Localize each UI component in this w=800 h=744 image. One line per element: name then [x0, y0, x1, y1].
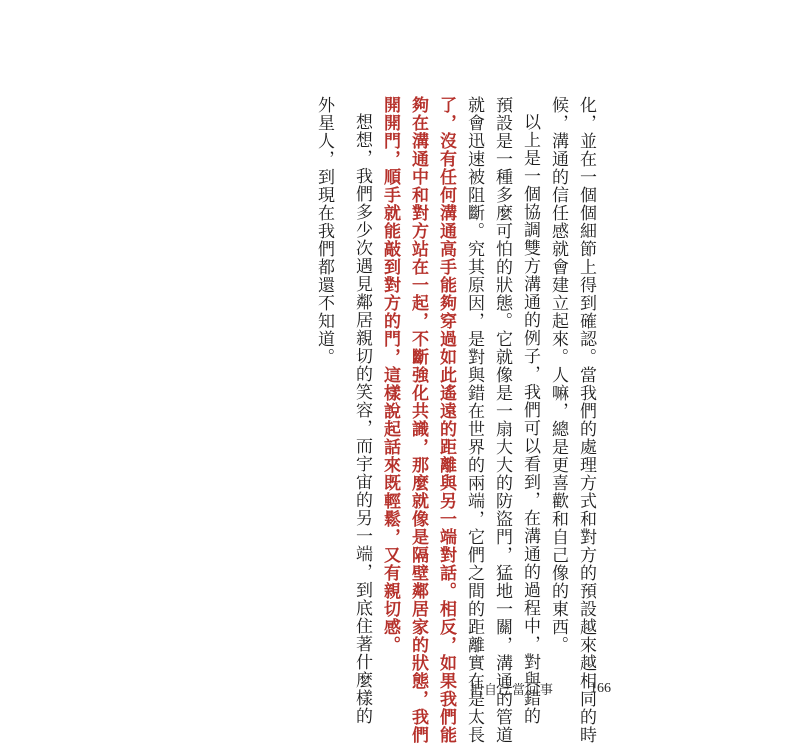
page-footer: [470, 679, 611, 698]
highlighted-column-2: 夠在溝通中和對方站在一起，不斷強化共識，那麼就像是隔壁鄰居家的狀態，我們: [408, 96, 428, 744]
text-column-4: 預設是一種多麼可怕的狀態。它就像是一扇大大的防盜門，猛地一關，溝通的管道: [492, 96, 512, 744]
highlighted-column-3: 開開門，順手就能敲到對方的門，這樣說起話來既輕鬆，又有親切感。: [380, 96, 400, 654]
text-column-3: 以上是一個協調雙方溝通的例子，我們可以看到，在溝通的過程中，對與錯的: [520, 113, 540, 725]
highlighted-column-1: 了，沒有任何溝通高手能夠穿過如此遙遠的距離與另一端對話。相反，如果我們能: [436, 96, 456, 744]
page-number: 166: [590, 680, 612, 696]
text-column-9: 想想，我們多少次遇見鄰居親切的笑容，而宇宙的另一端，到底住著什麼樣的: [352, 113, 372, 725]
text-column-5: 就會迅速被阻斷。究其原因，是對與錯在世界的兩端，它們之間的距離實在是太長: [464, 96, 484, 744]
text-column-2: 候，溝通的信任感就會建立起來。人嘛，總是更喜歡和自己像的東西。: [548, 96, 568, 654]
text-column-1: 化，並在一個個細節上得到確認。當我們的處理方式和對方的預設越來越相同的時: [576, 96, 596, 744]
text-column-10: 外星人，到現在我們都還不知道。: [314, 96, 334, 366]
book-title: 把自己當回事: [470, 683, 555, 698]
